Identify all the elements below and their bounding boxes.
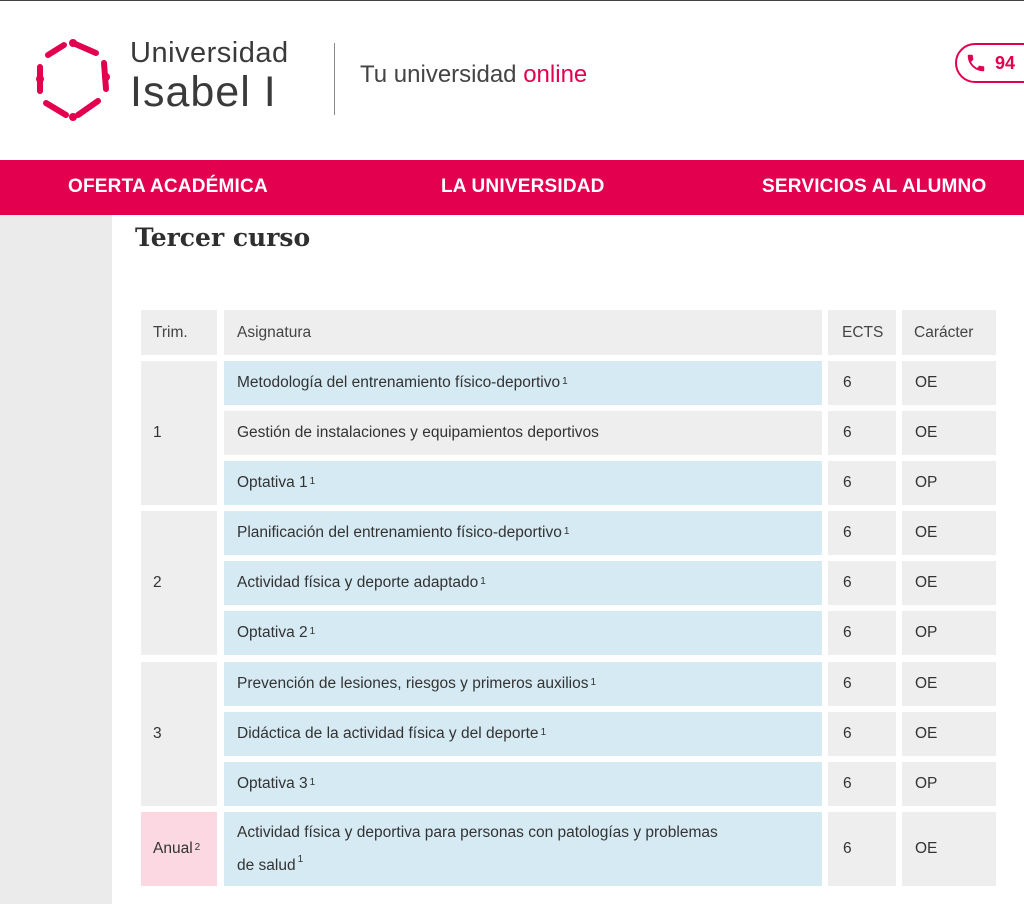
footnote-mark: 1 — [563, 525, 570, 537]
main-nav — [0, 160, 1024, 215]
footnote-mark: 2 — [194, 841, 201, 853]
logo-line-isabel: Isabel I — [130, 68, 277, 116]
phone-icon — [965, 52, 987, 74]
caracter-cell: OE — [902, 361, 996, 405]
subject-cell — [224, 411, 822, 455]
ects-cell: 6 — [828, 361, 896, 405]
header-trim: Trim. — [141, 310, 217, 355]
ects-cell: 6 — [828, 461, 896, 505]
tagline — [360, 61, 587, 89]
nav-oferta-academica[interactable]: OFERTA ACADÉMICA — [68, 176, 268, 197]
logo-wordmark[interactable] — [130, 37, 289, 115]
subject-cell — [224, 712, 822, 756]
trim-cell-3: 3 — [141, 662, 217, 806]
ects-cell: 6 — [828, 611, 896, 655]
annual-subject — [237, 818, 718, 880]
footnote-mark: 1 — [480, 575, 486, 587]
nav-la-universidad[interactable]: LA UNIVERSIDAD — [441, 176, 605, 197]
header-caracter: Carácter — [902, 310, 996, 355]
subject-text: Didáctica de la actividad física y del deporte — [237, 725, 539, 742]
subject-text: Metodología del entrenamiento físico-deportivo — [237, 374, 561, 391]
caracter-cell: OP — [902, 762, 996, 806]
subject-cell — [224, 361, 822, 405]
header-ects: ECTS — [828, 310, 896, 355]
footnote-mark: 1 — [297, 853, 304, 865]
main-content — [112, 215, 1024, 904]
ects-cell: 6 — [828, 561, 896, 605]
footnote-mark: 1 — [309, 475, 316, 487]
subject-cell — [224, 461, 822, 505]
ects-cell: 6 — [828, 712, 896, 756]
subject-text: Optativa 1 — [237, 474, 308, 491]
trim-cell-annual — [141, 812, 217, 886]
annual-subject-line1: Actividad física y deportiva para personas con patologías y problemas — [237, 823, 718, 841]
subject-text: Planificación del entrenamiento físico-deportivo — [237, 524, 562, 541]
ects-cell: 6 — [828, 662, 896, 706]
ects-cell: 6 — [828, 411, 896, 455]
university-logo-icon[interactable] — [34, 37, 112, 121]
tagline-main: Tu universidad — [360, 61, 524, 88]
footnote-mark: 1 — [309, 625, 316, 637]
subject-text: Prevención de lesiones, riesgos y primeros auxilios — [237, 675, 589, 692]
caracter-cell: OE — [902, 812, 996, 886]
subject-text: Optativa 2 — [237, 624, 308, 641]
tagline-accent: online — [523, 61, 588, 88]
footnote-mark: 1 — [562, 375, 568, 387]
annual-subject-line2-wrap — [237, 847, 718, 880]
subject-cell — [224, 762, 822, 806]
footnote-mark: 1 — [590, 676, 597, 688]
phone-button[interactable] — [955, 43, 1024, 83]
caracter-cell: OE — [902, 712, 996, 756]
page-side-background — [0, 215, 112, 904]
subject-text: Gestión de instalaciones y equipamientos deportivos — [237, 424, 599, 441]
header-asignatura: Asignatura — [224, 310, 822, 355]
caracter-cell: OE — [902, 662, 996, 706]
caracter-cell: OE — [902, 511, 996, 555]
annual-label: Anual — [153, 840, 193, 857]
logo-divider — [334, 43, 335, 115]
site-header — [0, 0, 1024, 160]
ects-cell: 6 — [828, 762, 896, 806]
section-title: Tercer curso — [135, 223, 311, 252]
ects-cell: 6 — [828, 812, 896, 886]
subject-cell-annual — [224, 812, 822, 886]
caracter-cell: OP — [902, 611, 996, 655]
ects-cell: 6 — [828, 511, 896, 555]
trim-cell-2: 2 — [141, 511, 217, 655]
caracter-cell: OP — [902, 461, 996, 505]
footnote-mark: 1 — [540, 726, 547, 738]
caracter-cell: OE — [902, 411, 996, 455]
logo-line-universidad: Universidad — [130, 37, 289, 69]
subject-cell — [224, 561, 822, 605]
subject-cell — [224, 511, 822, 555]
trim-cell-1: 1 — [141, 361, 217, 505]
caracter-cell: OE — [902, 561, 996, 605]
subject-cell — [224, 611, 822, 655]
subject-text: Actividad física y deporte adaptado — [237, 574, 479, 591]
footnote-mark: 1 — [309, 776, 316, 788]
subject-cell — [224, 662, 822, 706]
nav-servicios-alumno[interactable]: SERVICIOS AL ALUMNO — [762, 176, 987, 197]
phone-number: 94 — [995, 52, 1016, 73]
annual-subject-line2: de salud — [237, 857, 296, 875]
subject-text: Optativa 3 — [237, 775, 308, 792]
